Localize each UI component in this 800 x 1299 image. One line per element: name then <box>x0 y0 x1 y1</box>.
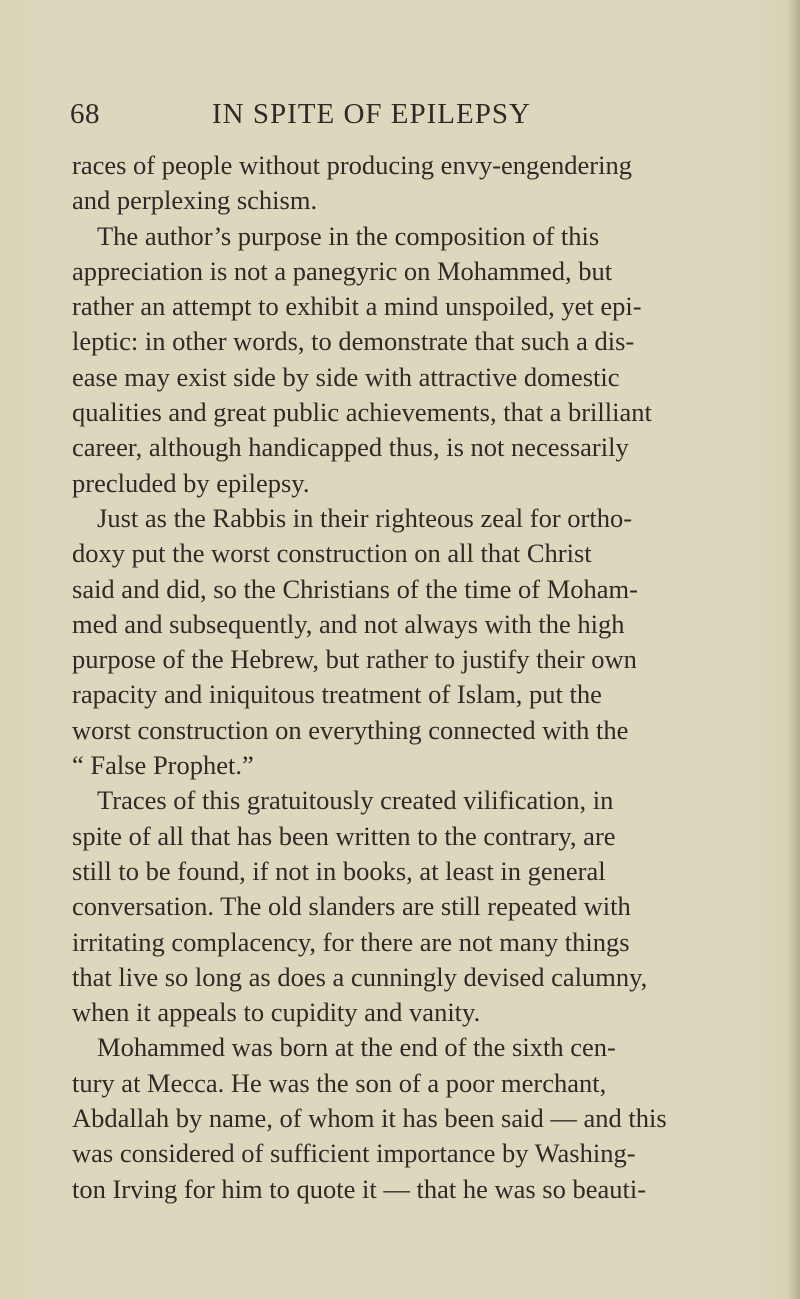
text-line: The author’s purpose in the composition of this <box>97 220 600 251</box>
text-line: races of people without producing envy-engendering <box>72 150 632 180</box>
running-head: IN SPITE OF EPILEPSY <box>212 98 531 130</box>
text-line: leptic: in other words, to demonstrate that such a dis- <box>72 326 635 357</box>
text-line: rather an attempt to exhibit a mind unspoiled, yet epi- <box>72 291 642 322</box>
text-line: was considered of sufficient importance by Washing- <box>72 1138 636 1169</box>
text-line: tury at Mecca. He was the son of a poor merchant, <box>72 1067 607 1098</box>
text-line: and perplexing schism. <box>72 185 318 216</box>
text-line: qualities and great public achievements, that a brilliant <box>72 397 652 428</box>
text-line: Abdallah by name, of whom it has been said — and this <box>72 1103 667 1134</box>
text-line: purpose of the Hebrew, but rather to justify their own <box>72 644 637 675</box>
text-line: ease may exist side by side with attractive domestic <box>72 361 620 392</box>
text-line: conversation. The old slanders are still repeated with <box>72 891 631 922</box>
text-line: career, although handicapped thus, is not necessarily <box>72 432 629 463</box>
page-number: 68 <box>70 98 100 130</box>
text-line: Just as the Rabbis in their righteous zeal for ortho- <box>97 502 633 533</box>
body-text <box>72 148 740 1207</box>
text-line: doxy put the worst construction on all that Christ <box>72 538 592 569</box>
page-header <box>70 94 740 134</box>
text-line: spite of all that has been written to the contrary, are <box>72 820 616 851</box>
page-edge-shadow <box>788 0 800 1299</box>
text-line: that live so long as does a cunningly devised calumny, <box>72 961 648 992</box>
text-line: appreciation is not a panegyric on Mohammed, but <box>72 255 613 286</box>
text-line: still to be found, if not in books, at least in general <box>72 855 606 886</box>
text-line: said and did, so the Christians of the time of Moham- <box>72 573 638 604</box>
text-line: rapacity and iniquitous treatment of Islam, put the <box>72 679 602 710</box>
text-line: precluded by epilepsy. <box>72 467 310 498</box>
text-line: when it appeals to cupidity and vanity. <box>72 997 481 1028</box>
text-line: ton Irving for him to quote it — that he was so beauti- <box>72 1173 647 1204</box>
text-line: irritating complacency, for there are not many things <box>72 926 630 957</box>
text-line: Traces of this gratuitously created vilification, in <box>97 785 614 816</box>
text-line: worst construction on everything connected with the <box>72 714 629 745</box>
text-line: med and subsequently, and not always with the high <box>72 608 625 639</box>
text-line: Mohammed was born at the end of the sixth cen- <box>97 1032 616 1063</box>
text-line: “ False Prophet.” <box>72 750 254 781</box>
